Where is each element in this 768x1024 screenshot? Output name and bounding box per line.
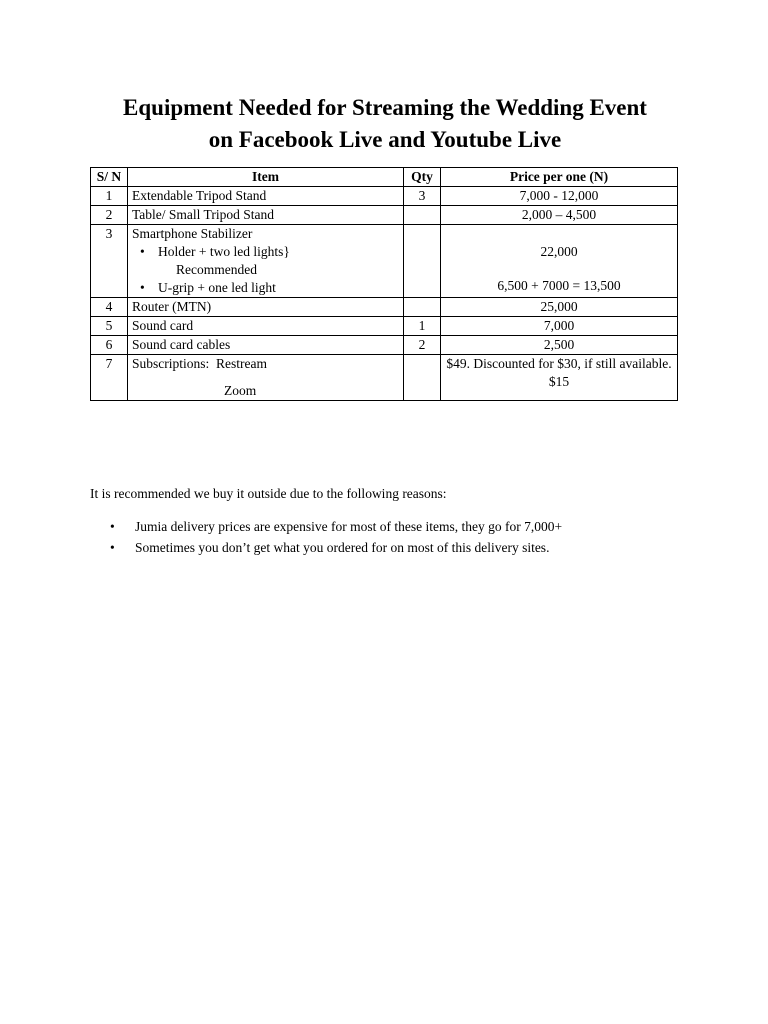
table-row	[91, 317, 678, 336]
table-row	[91, 336, 678, 355]
reasons-list	[110, 516, 562, 558]
cell-sn: 7	[91, 355, 128, 401]
price-option-2: 6,500 + 7000 = 13,500	[497, 278, 621, 293]
cell-price: 2,500	[441, 336, 678, 355]
cell-item: Sound card	[128, 317, 404, 336]
bullet-icon: •	[110, 519, 115, 534]
header-price: Price per one (N)	[441, 168, 678, 187]
list-item	[110, 516, 562, 537]
list-item	[110, 537, 562, 558]
cell-sn: 2	[91, 206, 128, 225]
bullet-icon: •	[110, 540, 115, 555]
list-item	[140, 243, 399, 261]
cell-sn: 6	[91, 336, 128, 355]
stabilizer-options	[132, 243, 399, 297]
cell-item: Router (MTN)	[128, 298, 404, 317]
cell-price: 7,000	[441, 317, 678, 336]
reason-text: Sometimes you don’t get what you ordered for on most of this delivery sites.	[135, 540, 550, 555]
bullet-icon: •	[140, 244, 145, 259]
equipment-table	[90, 167, 678, 401]
table-row	[91, 187, 678, 206]
table-header-row	[91, 168, 678, 187]
header-qty: Qty	[404, 168, 441, 187]
cell-item	[128, 355, 404, 401]
bullet-icon: •	[140, 280, 145, 295]
item-label: Smartphone Stabilizer	[132, 226, 253, 241]
cell-sn: 5	[91, 317, 128, 336]
cell-sn: 4	[91, 298, 128, 317]
cell-price: 7,000 - 12,000	[441, 187, 678, 206]
cell-item: Table/ Small Tripod Stand	[128, 206, 404, 225]
header-sn: S/ N	[91, 168, 128, 187]
cell-qty: 2	[404, 336, 441, 355]
price-option-1: 22,000	[540, 244, 578, 259]
cell-sn: 3	[91, 225, 128, 298]
cell-price: 2,000 – 4,500	[441, 206, 678, 225]
table-row	[91, 355, 678, 401]
cell-qty	[404, 298, 441, 317]
cell-item: Sound card cables	[128, 336, 404, 355]
recommended-note: Recommended	[176, 262, 257, 277]
header-item: Item	[128, 168, 404, 187]
intro-paragraph: It is recommended we buy it outside due to the following reasons:	[90, 486, 447, 501]
option-text: Holder + two led lights}	[158, 244, 290, 259]
table-row	[91, 206, 678, 225]
table-row	[91, 298, 678, 317]
price-restream: $49. Discounted for $30, if still available.	[446, 356, 672, 371]
cell-price	[441, 225, 678, 298]
price-zoom: $15	[548, 374, 570, 389]
table-row	[91, 225, 678, 298]
reason-text: Jumia delivery prices are expensive for most of these items, they go for 7,000+	[135, 519, 563, 534]
cell-sn: 1	[91, 187, 128, 206]
cell-qty	[404, 355, 441, 401]
cell-qty: 3	[404, 187, 441, 206]
title-line-2: on Facebook Live and Youtube Live	[208, 127, 562, 152]
cell-item	[128, 225, 404, 298]
cell-price	[441, 355, 678, 401]
document-title	[60, 92, 710, 156]
title-line-1: Equipment Needed for Streaming the Wedding Event	[123, 95, 647, 120]
cell-qty	[404, 225, 441, 298]
cell-qty: 1	[404, 317, 441, 336]
cell-price: 25,000	[441, 298, 678, 317]
option-text: U-grip + one led light	[158, 280, 276, 295]
item-sub-label: Zoom	[224, 383, 257, 398]
cell-qty	[404, 206, 441, 225]
cell-item: Extendable Tripod Stand	[128, 187, 404, 206]
item-label: Subscriptions: Restream	[132, 356, 267, 371]
list-item	[140, 279, 399, 297]
